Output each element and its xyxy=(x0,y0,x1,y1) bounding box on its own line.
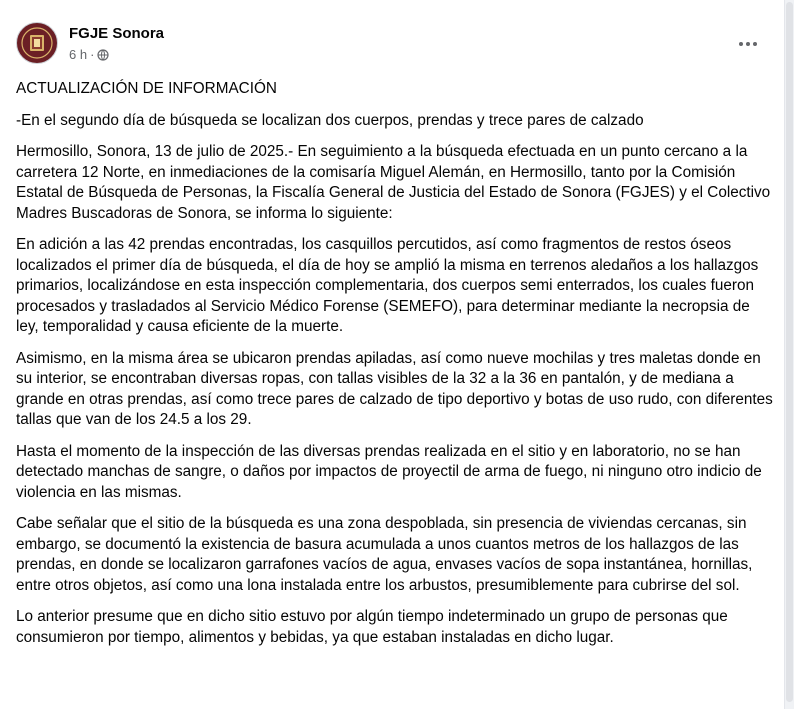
post-subheading: -En el segundo día de búsqueda se localizan dos cuerpos, prendas y trece pares de calzado xyxy=(16,111,644,129)
post-heading: ACTUALIZACIÓN DE INFORMACIÓN xyxy=(16,80,277,97)
avatar[interactable] xyxy=(16,22,58,64)
scrollbar-thumb[interactable] xyxy=(786,2,793,702)
post-paragraph: Hermosillo, Sonora, 13 de julio de 2025.- En seguimiento a la búsqueda efectuada en un punto cercano a la carretera 12 Norte, en inmediaciones de la comisaría Miguel Alemán, en Hermosillo, tanto por la Comisión Estatal de Búsqueda de Personas, la Fiscalía General de Justicia del Estado de Sonora (FGJES) y el Colectivo Madres Buscadoras de Sonora, se informa lo siguiente: xyxy=(16,143,771,222)
post-header xyxy=(16,22,768,66)
post-paragraph: Cabe señalar que el sitio de la búsqueda es una zona despoblada, sin presencia de viviendas cercanas, sin embargo, se documentó la existencia de basura acumulada a unos cuantos metros de los hallazgos de las prendas, en donde se localizaron garrafones vacíos de agua, envases vacíos de sopa instantánea, hornillas, entre otros objetos, así como una lona instalada entre los arbustos, presumiblemente para cubrirse del sol. xyxy=(16,515,753,594)
post-body xyxy=(16,79,774,659)
meta-separator: · xyxy=(90,47,95,62)
seal-emblem-icon xyxy=(17,23,57,63)
post-paragraph: Asimismo, en la misma área se ubicaron prendas apiladas, así como nueve mochilas y tres maletas donde en su interior, se encontraban diversas ropas, con tallas visibles de la 32 a la 36 en pantalón, y de mediana a grande en otras prendas, así como trece pares de calzado de tipo deportivo y botas de uso rudo, con diferentes tallas que van de los 24.5 a los 29. xyxy=(16,349,773,428)
post-paragraph: En adición a las 42 prendas encontradas, los casquillos percutidos, así como fragmentos de restos óseos localizados el primer día de búsqueda, el día de hoy se amplió la misma en terrenos aledaños a los hallazgos primarios, localizándose en esta inspección complementaria, dos cuerpos semi enterrados, los cuales fueron procesados y trasladados al Servicio Médico Forense (SEMEFO), para determinar mediante la necropsia de ley, temporalidad y causa eficiente de la muerte. xyxy=(16,236,759,335)
post-paragraph: Hasta el momento de la inspección de las diversas prendas realizada en el sitio y en laboratorio, no se han detectado manchas de sangre, o daños por impactos de proyectil de arma de fuego, ni ninguno otro indicio de violencia en las mismas. xyxy=(16,442,762,501)
post-meta xyxy=(69,47,109,63)
author-name[interactable]: FGJE Sonora xyxy=(69,25,165,42)
more-options-button[interactable] xyxy=(730,26,766,62)
post-paragraph: Lo anterior presume que en dicho sitio estuvo por algún tiempo indeterminado un grupo de personas que consumieron por tiempo, alimentos y bebidas, ya que estaban instaladas en dicho lugar. xyxy=(16,608,728,646)
globe-icon xyxy=(97,49,109,61)
more-horizontal-icon xyxy=(738,41,758,47)
post-time[interactable]: 6 h xyxy=(69,47,88,62)
scrollbar[interactable] xyxy=(785,0,794,709)
